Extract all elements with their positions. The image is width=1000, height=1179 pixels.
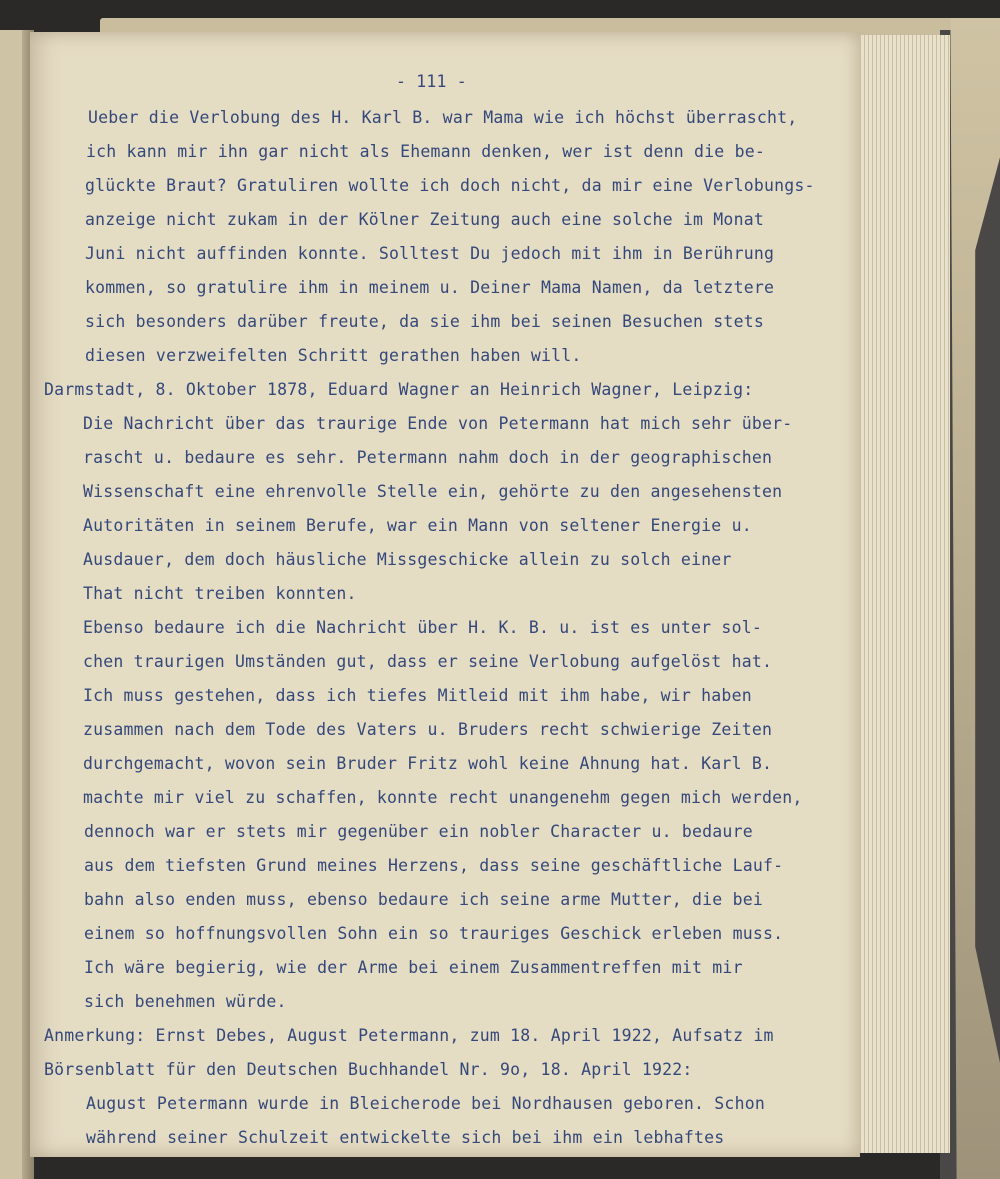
text-line: anzeige nicht zukam in der Kölner Zeitung auch eine solche im Monat (85, 210, 764, 229)
note-heading: Anmerkung: Ernst Debes, August Petermann, zum 18. April 1922, Aufsatz im (44, 1026, 774, 1045)
text-line: August Petermann wurde in Bleicherode bei Nordhausen geboren. Schon (86, 1094, 765, 1113)
text-line: zusammen nach dem Tode des Vaters u. Bruders recht schwierige Zeiten (83, 720, 773, 739)
text-line: Ebenso bedaure ich die Nachricht über H. K. B. u. ist es unter sol- (83, 618, 762, 637)
text-line: Juni nicht auffinden konnte. Solltest Du jedoch mit ihm in Berührung (85, 244, 775, 263)
text-line: Wissenschaft eine ehrenvolle Stelle ein, gehörte zu den angesehensten (83, 482, 783, 501)
page-number: - 111 - (396, 72, 467, 91)
text-line: während seiner Schulzeit entwickelte sich bei ihm ein lebhaftes (86, 1128, 725, 1147)
text-line: Autoritäten in seinem Berufe, war ein Mann von seltener Energie u. (83, 516, 752, 535)
text-line: rascht u. bedaure es sehr. Petermann nahm doch in der geographischen (83, 448, 773, 467)
text-line: dennoch war er stets mir gegenüber ein nobler Character u. bedaure (84, 822, 753, 841)
letter-heading: Darmstadt, 8. Oktober 1878, Eduard Wagner an Heinrich Wagner, Leipzig: (44, 380, 754, 399)
text-line: Die Nachricht über das traurige Ende von Petermann hat mich sehr über- (83, 414, 793, 433)
text-line: Börsenblatt für den Deutschen Buchhandel Nr. 9o, 18. April 1922: (44, 1060, 693, 1079)
text-line: Ueber die Verlobung des H. Karl B. war Mama wie ich höchst überrascht, (88, 108, 798, 127)
text-line: sich besonders darüber freute, da sie ihm bei seinen Besuchen stets (85, 312, 764, 331)
text-line: chen traurigen Umständen gut, dass er seine Verlobung aufgelöst hat. (83, 652, 773, 671)
text-line: Ich muss gestehen, dass ich tiefes Mitleid mit ihm habe, wir haben (83, 686, 752, 705)
text-line: Ich wäre begierig, wie der Arme bei einem Zusammentreffen mit mir (84, 958, 743, 977)
text-line: kommen, so gratulire ihm in meinem u. Deiner Mama Namen, da letztere (85, 278, 775, 297)
text-line: sich benehmen würde. (84, 992, 287, 1011)
text-line: That nicht treiben konnten. (83, 584, 357, 603)
text-line: machte mir viel zu schaffen, konnte recht unangenehm gegen mich werden, (83, 788, 803, 807)
text-line: diesen verzweifelten Schritt gerathen haben will. (85, 346, 582, 365)
text-line: Ausdauer, dem doch häusliche Missgeschicke allein zu solch einer (83, 550, 732, 569)
text-line: ich kann mir ihn gar nicht als Ehemann denken, wer ist denn die be- (86, 142, 765, 161)
text-line: glückte Braut? Gratuliren wollte ich doch nicht, da mir eine Verlobungs- (85, 176, 815, 195)
text-line: einem so hoffnungsvollen Sohn ein so trauriges Geschick erleben muss. (84, 924, 784, 943)
text-line: aus dem tiefsten Grund meines Herzens, dass seine geschäftliche Lauf- (84, 856, 784, 875)
text-line: durchgemacht, wovon sein Bruder Fritz wohl keine Ahnung hat. Karl B. (83, 754, 773, 773)
text-line: bahn also enden muss, ebenso bedaure ich seine arme Mutter, die bei (84, 890, 763, 909)
